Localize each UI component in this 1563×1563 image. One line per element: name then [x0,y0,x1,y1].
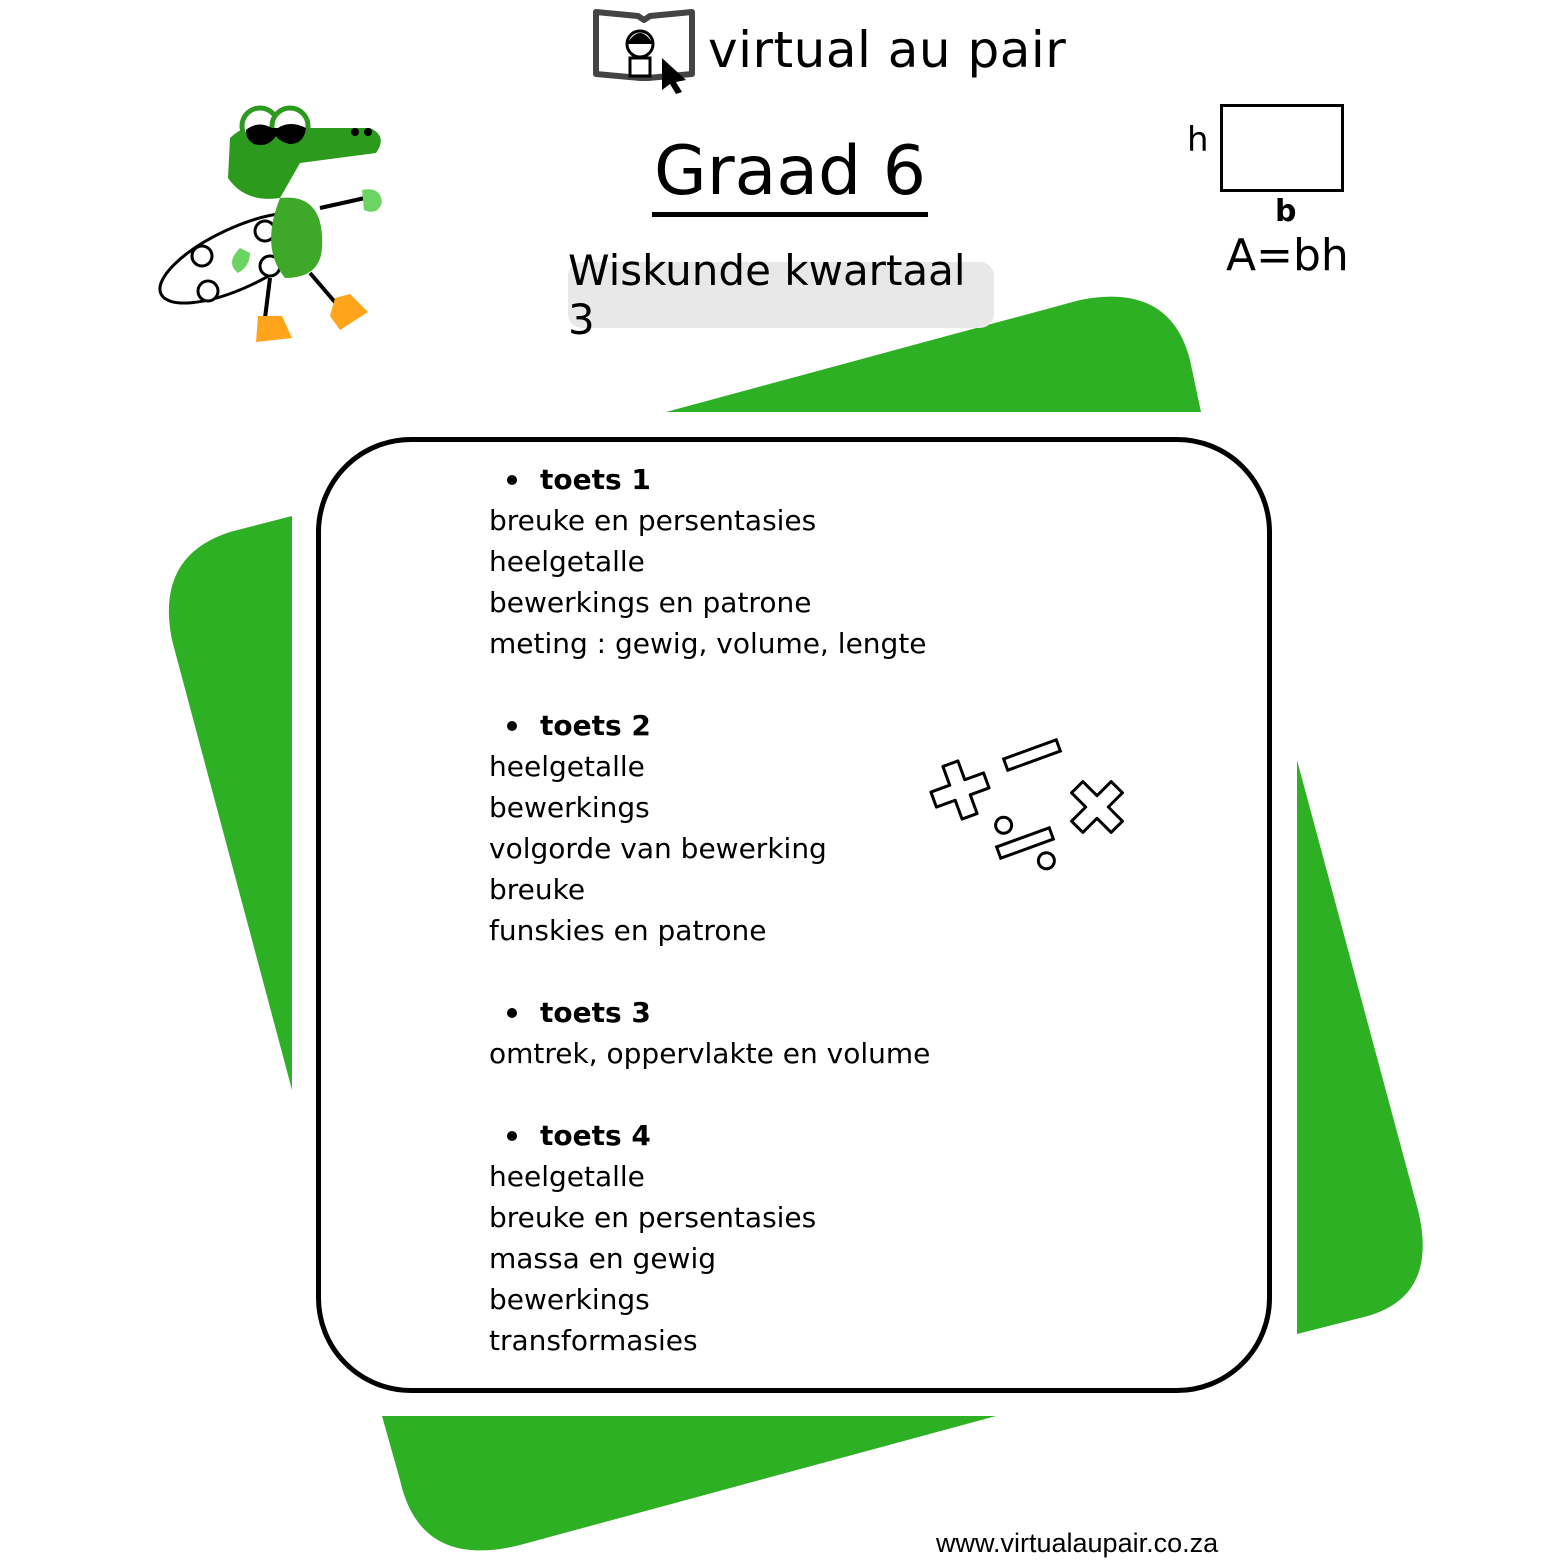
test-heading-label: toets 4 [540,1119,651,1152]
website-url: www.virtualaupair.co.za [936,1528,1219,1558]
topic-item: heelgetalle [489,1160,645,1193]
test-heading [489,992,1009,1033]
topic-item: heelgetalle [489,750,645,783]
brand-header [590,4,1066,96]
test-heading-label: toets 1 [540,463,651,496]
brand-name: virtual au pair [708,21,1067,79]
bullet-icon [507,475,517,485]
topic-item: bewerkings en patrone [489,586,812,619]
bullet-icon [507,721,517,731]
book-with-girl-and-cursor-icon [590,4,698,96]
area-formula: A=bh [1226,230,1349,281]
test-heading [489,1115,1009,1156]
page-title: Graad 6 [652,132,928,217]
green-shape-right [1297,760,1423,1334]
topic-item: volgorde van bewerking [489,832,827,865]
topic-item: breuke [489,873,586,906]
crocodile-with-skateboard-icon [150,98,390,348]
bullet-icon [507,1008,517,1018]
rectangle-diagram [1220,104,1344,192]
topic-item: breuke en persentasies [489,1201,817,1234]
green-shape-bottom [382,1416,996,1550]
topic-item: transformasies [489,1324,698,1357]
subtitle-badge: Wiskunde kwartaal 3 [568,262,994,328]
math-operators-icon [925,735,1130,880]
test-heading-label: toets 3 [540,996,651,1029]
height-label: h [1187,120,1209,160]
topic-item: meting : gewig, volume, lengte [489,627,927,660]
topic-item: heelgetalle [489,545,645,578]
test-group [489,992,1009,1074]
green-shape-left [169,516,292,1090]
topic-item: omtrek, oppervlakte en volume [489,1037,931,1070]
bullet-icon [507,1131,517,1141]
topic-item: funskies en patrone [489,914,767,947]
base-label: b [1275,194,1297,229]
test-topics-list [489,459,1009,1402]
test-heading [489,459,1009,500]
topic-item: breuke en persentasies [489,504,817,537]
topic-item: massa en gewig [489,1242,716,1275]
topic-item: bewerkings [489,791,650,824]
topic-item: bewerkings [489,1283,650,1316]
test-heading-label: toets 2 [540,709,651,742]
test-group [489,1115,1009,1361]
test-group [489,459,1009,664]
